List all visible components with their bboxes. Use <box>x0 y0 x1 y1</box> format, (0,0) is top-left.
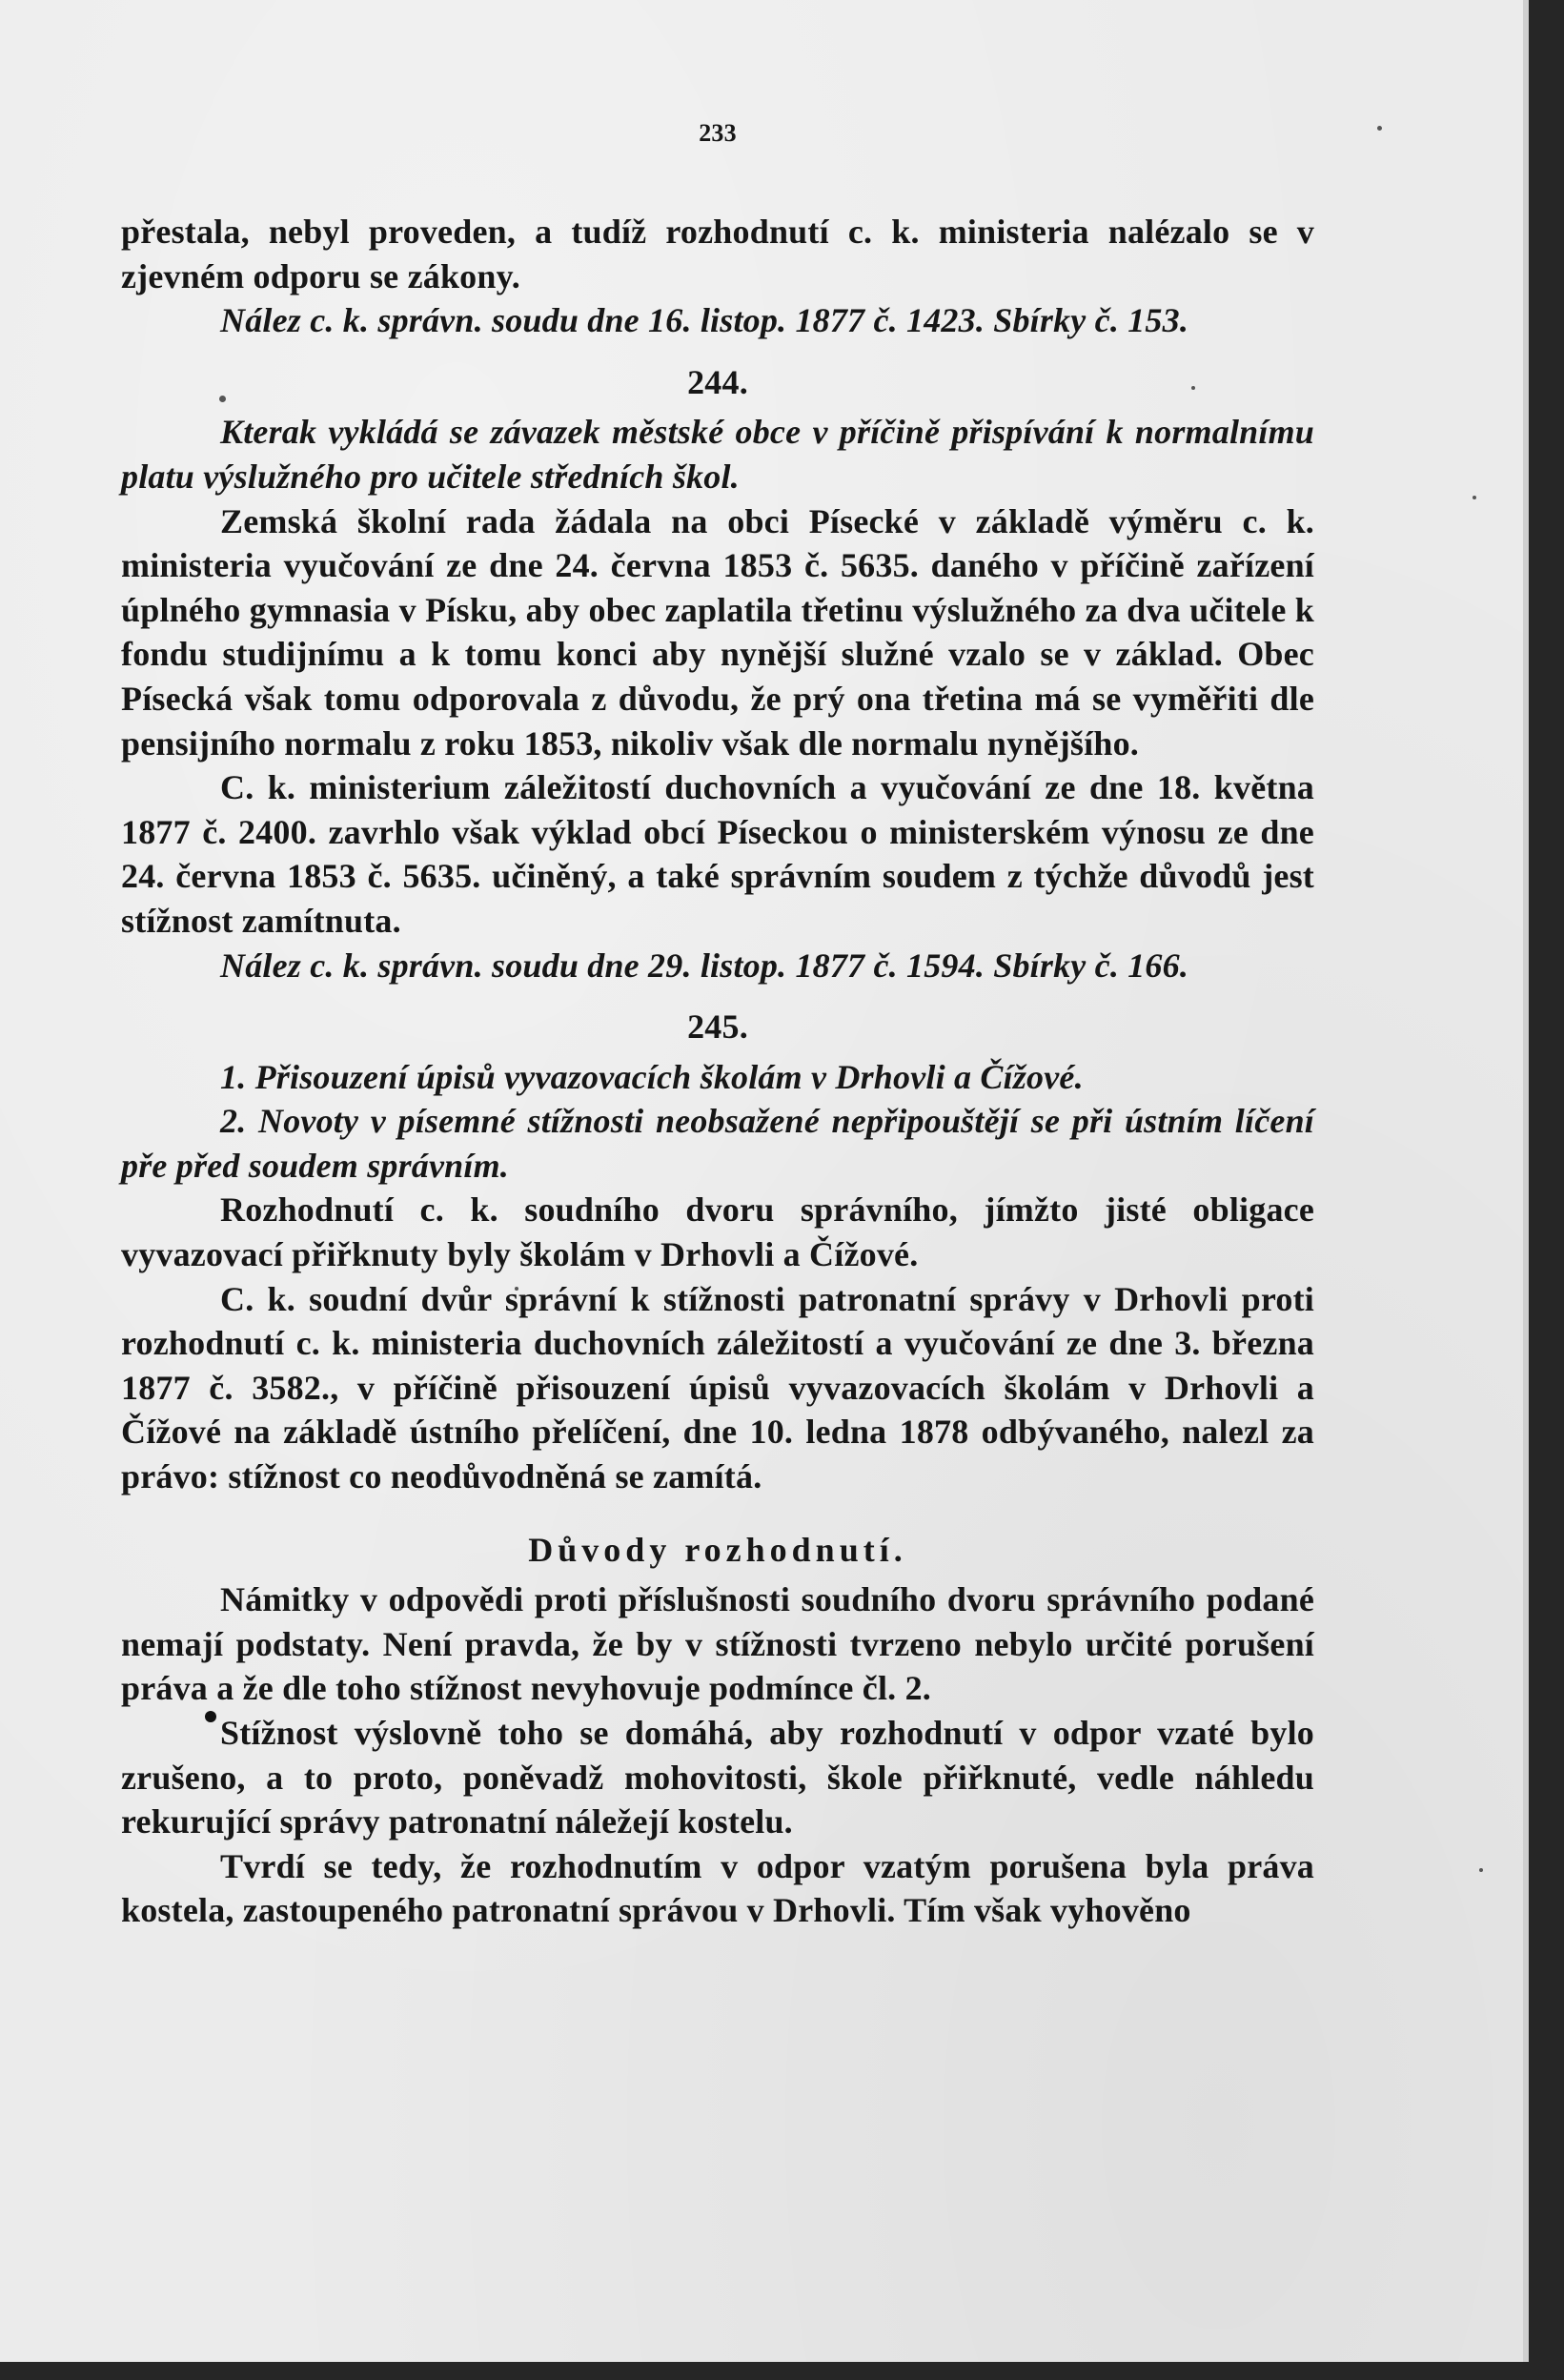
section-number-244: 244. <box>687 362 748 401</box>
section-245-paragraph: Tvrdí se tedy, že rozhodnutím v odpor vzatým porušena byla práva kostela, zastoupeného patronatní správou v Drhovli. Tím však vyhověno <box>121 1846 1314 1930</box>
reasons-heading: Důvody rozhodnutí. <box>528 1530 907 1569</box>
section-245-paragraph: Stížnost výslovně toho se domáhá, aby rozhodnutí v odpor vzaté bylo zrušeno, a to proto, poněvadž mohovitosti, škole přiřknuté, vedle náhledu rekurující správy patronatní náležejí kostelu. <box>121 1714 1314 1841</box>
source-citation-244: Nález c. k. správn. soudu dne 29. listop. 1877 č. 1594. Sbírky č. 166. <box>220 946 1189 985</box>
source-citation: Nález c. k. správn. soudu dne 16. listop. 1877 č. 1423. Sbírky č. 153. <box>220 301 1189 340</box>
page-number: 233 <box>699 119 737 147</box>
page-text <box>121 100 1314 1933</box>
section-244-paragraph: C. k. ministerium záležitostí duchovních a vyučování ze dne 18. května 1877 č. 2400. zavrhlo však výklad obcí Píseckou o ministerském výnosu ze dne 24. června 1853 č. 5635. učiněný, a také správním soudem z týchže důvodů jest stížnost zamítnuta. <box>121 768 1314 940</box>
section-title-245-item-1: 1. Přisouzení úpisů vyvazovacích školám v Drhovli a Čížové. <box>220 1057 1084 1096</box>
section-245-paragraph: Rozhodnutí c. k. soudního dvoru správního, jímžto jisté obligace vyvazovací přiřknuty byly školám v Drhovli a Čížové. <box>121 1190 1314 1274</box>
section-title-244: Kterak vykládá se závazek městské obce v příčině přispívání k normalnímu platu výslužného pro učitele středních škol. <box>121 413 1314 496</box>
section-number-245: 245. <box>687 1007 748 1047</box>
section-244-paragraph: Zemská školní rada žádala na obci Písecké v základě výměru c. k. ministeria vyučování ze dne 24. června 1853 č. 5635. daného v příčině zařízení úplného gymnasia v Písku, aby obec zaplatila třetinu výslužného za dva učitele k fondu studijnímu a k tomu konci aby nynější služné vzalo se v základ. Obec Písecká však tomu odporovala z důvodu, že prý ona třetina má se vyměřiti dle pensijního normalu z roku 1853, nikoliv však dle normalu nynějšího. <box>121 501 1314 763</box>
section-245-paragraph: C. k. soudní dvůr správní k stížnosti patronatní správy v Drhovli proti rozhodnutí c. k. ministeria duchovních záležitostí a vyučování ze dne 3. března 1877 č. 3582., v příčině přisouzení úpisů vyvazovacích školám v Drhovli a Čížové na základě ústního přelíčení, dne 10. ledna 1878 odbývaného, nalezl za právo: stížnost co neodůvodněná se zamítá. <box>121 1279 1314 1496</box>
section-245-paragraph: Námitky v odpovědi proti příslušnosti soudního dvoru správního podané nemají podstaty. Není pravda, že by v stížnosti tvrzeno nebylo určité porušení práva a že dle toho stížnost nevyhovuje podmínce čl. 2. <box>121 1580 1314 1708</box>
paragraph-continuation: přestala, nebyl proveden, a tudíž rozhodnutí c. k. ministeria nalézalo se v zjevném odporu se zákony. <box>121 213 1314 295</box>
section-title-245-item-2: 2. Novoty v písemné stížnosti neobsažené nepřipouštějí se při ústním líčení pře před soudem správním. <box>121 1102 1314 1185</box>
